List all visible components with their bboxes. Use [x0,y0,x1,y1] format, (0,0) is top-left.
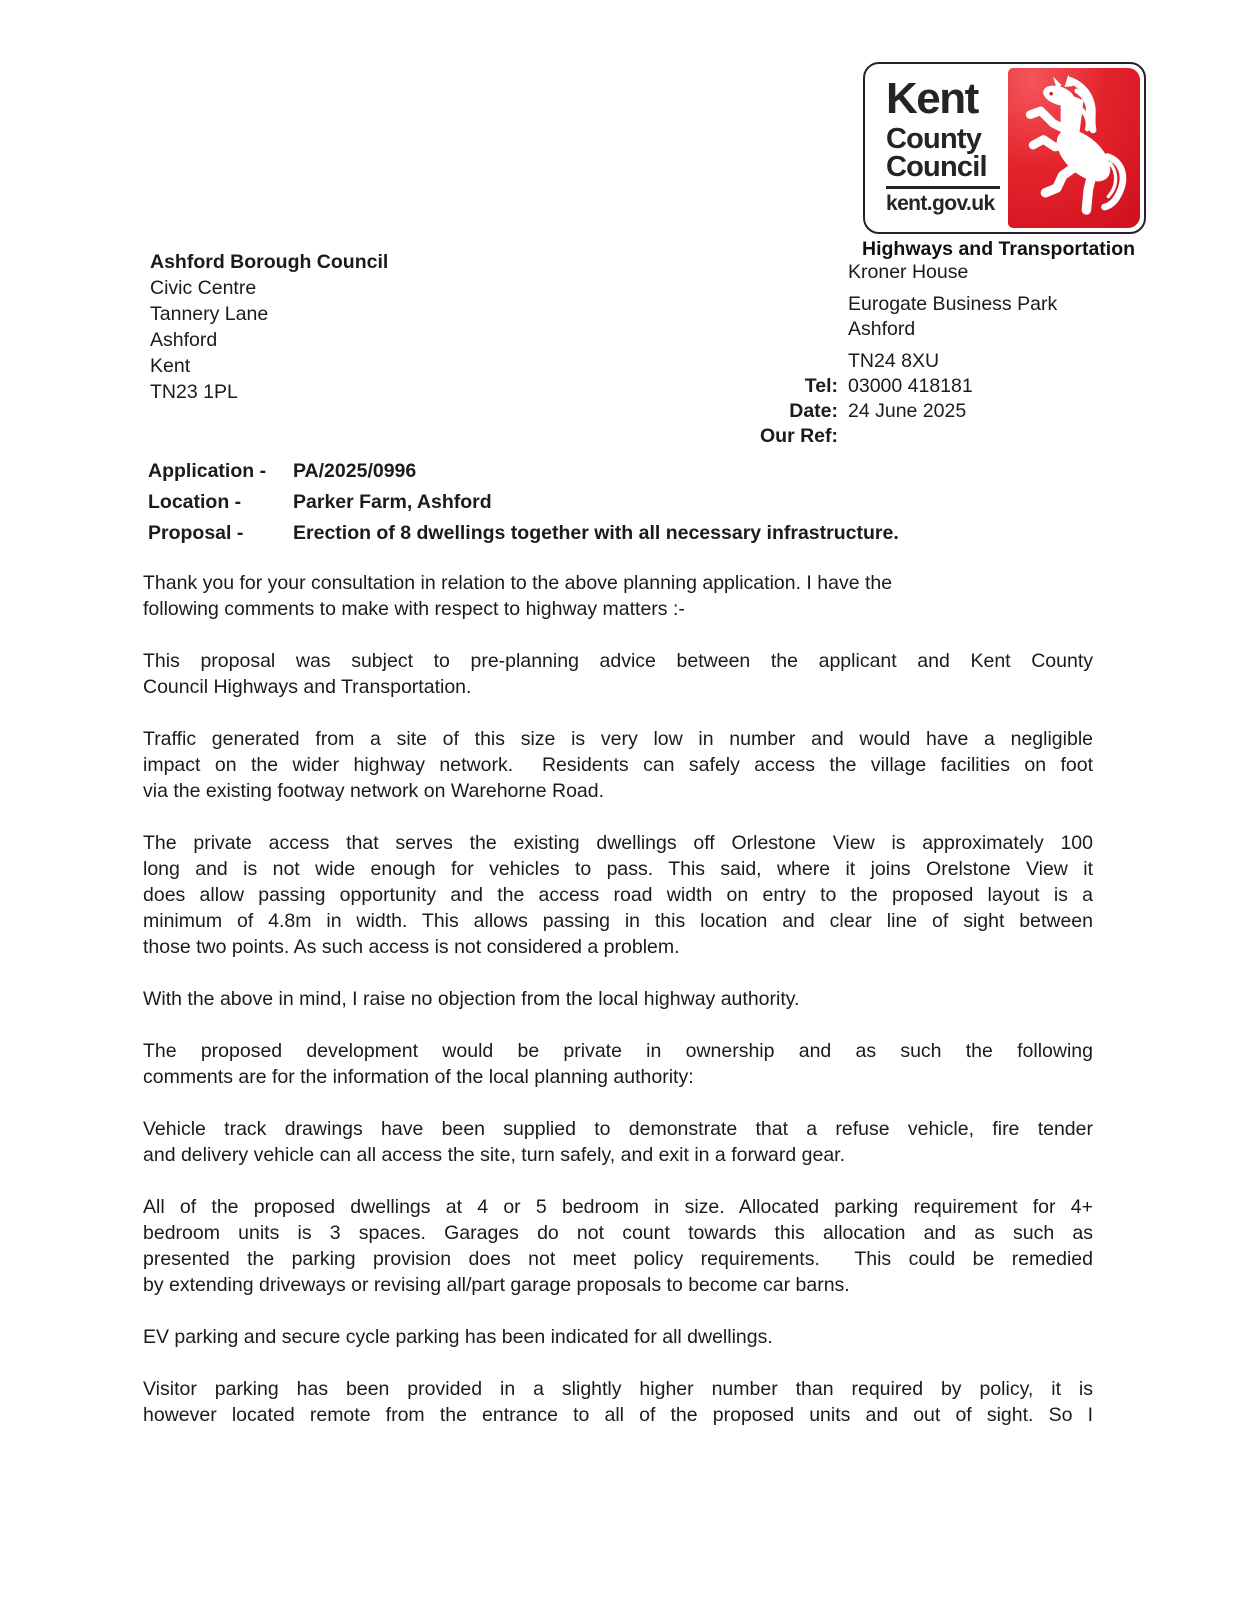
sender-row-label: Our Ref: [760,425,838,447]
sender-address-row [738,260,1178,285]
body-paragraph [143,1116,1093,1168]
paragraph-line: This proposal was subject to pre-planning advice between the applicant and Kent County [143,650,1093,672]
application-row-label: Proposal - [148,522,244,544]
body-paragraph [143,1376,1093,1428]
body-paragraph [143,1324,1093,1350]
sender-row-label [738,349,838,374]
paragraph-line: Traffic generated from a site of this size is very low in number and would have a negligible [143,728,1093,750]
sender-row-value: Ashford [848,318,916,340]
logo-word-council: Council [886,151,987,183]
paragraph-line: presented the parking provision does not meet policy requirements. This could be remedied [143,1248,1093,1270]
application-row-label: Location - [148,491,242,513]
letter-body [143,570,1093,1454]
paragraph-line: The proposed development would be private in ownership and as such the following [143,1040,1093,1062]
recipient-address-line: Ashford [150,329,218,351]
paragraph-line: does allow passing opportunity and the access road width on entry to the proposed layout is a [143,884,1093,906]
sender-address-row [738,292,1178,317]
horse-eye [1049,92,1052,95]
body-paragraph [143,570,1093,622]
paragraph-line: With the above in mind, I raise no objection from the local highway authority. [143,988,800,1010]
paragraph-line: those two points. As such access is not considered a problem. [143,936,680,958]
sender-row-value: 24 June 2025 [848,400,967,422]
paragraph-line: The private access that serves the existing dwellings off Orlestone View is approximately 100 [143,832,1093,854]
paragraph-line: bedroom units is 3 spaces. Garages do not count towards this allocation and as such as [143,1222,1093,1244]
department-heading: Highways and Transportation [862,238,1136,260]
logo-word-kent: Kent [886,74,978,123]
paragraph-line: following comments to make with respect to highway matters :- [143,598,685,620]
sender-address-row [738,424,1178,449]
kent-county-council-logo [863,62,1146,234]
body-paragraph [143,986,1093,1012]
body-paragraph [143,648,1093,700]
paragraph-line: however located remote from the entrance to all of the proposed units and out of sight. So I [143,1404,1093,1426]
sender-row-value: Kroner House [848,261,969,283]
sender-address-row [738,349,1178,374]
paragraph-line: Visitor parking has been provided in a slightly higher number than required by policy, it is [143,1378,1093,1400]
application-row-label: Application - [148,460,267,482]
recipient-address-line: Kent [150,355,191,377]
recipient-address-line: TN23 1PL [150,381,238,403]
sender-row-value: 03000 418181 [848,375,973,397]
body-paragraph [143,1038,1093,1090]
paragraph-line: long and is not wide enough for vehicles to pass. This said, where it joins Orelstone View it [143,858,1093,880]
paragraph-line: EV parking and secure cycle parking has been indicated for all dwellings. [143,1326,773,1348]
rearing-horse-graphic [1008,68,1140,228]
sender-row-label [738,292,838,317]
invicta-horse-icon [1008,68,1140,228]
sender-address-row [738,374,1178,399]
sender-row-label [738,260,838,285]
logo-word-county: County [886,123,982,155]
sender-address-row [738,399,1178,424]
application-row-value: Erection of 8 dwellings together with all necessary infrastructure. [293,522,899,544]
paragraph-line: by extending driveways or revising all/part garage proposals to become car barns. [143,1274,850,1296]
body-paragraph [143,1194,1093,1298]
recipient-address-line: Civic Centre [150,277,257,299]
application-details-block [148,456,899,549]
application-row [148,518,899,549]
recipient-name: Ashford Borough Council [150,251,389,273]
body-paragraph [143,726,1093,804]
paragraph-line: minimum of 4.8m in width. This allows passing in this location and clear line of sight between [143,910,1093,932]
paragraph-line: comments are for the information of the local planning authority: [143,1066,694,1088]
sender-row-value: TN24 8XU [848,350,940,372]
sender-row-label [738,317,838,342]
paragraph-line: and delivery vehicle can all access the site, turn safely, and exit in a forward gear. [143,1144,846,1166]
logo-text-panel [865,64,1008,232]
sender-row-value: Eurogate Business Park [848,293,1058,315]
paragraph-line: Thank you for your consultation in relation to the above planning application. I have the [143,572,893,594]
paragraph-line: All of the proposed dwellings at 4 or 5 bedroom in size. Allocated parking requirement for 4+ [143,1196,1093,1218]
sender-row-label: Tel: [804,375,838,397]
paragraph-line: Council Highways and Transportation. [143,676,472,698]
logo-website: kent.gov.uk [886,192,995,215]
sender-address-row [738,317,1178,342]
application-row [148,456,899,487]
recipient-address-lines [150,275,388,405]
recipient-address-line: Tannery Lane [150,303,269,325]
logo-underline [886,186,1000,189]
sender-address-block [738,260,1178,449]
application-row-value: Parker Farm, Ashford [293,491,492,513]
recipient-address-block [150,249,388,405]
sender-row-label: Date: [789,400,838,422]
application-row-value: PA/2025/0996 [293,460,417,482]
paragraph-line: via the existing footway network on Warehorne Road. [143,780,605,802]
paragraph-line: Vehicle track drawings have been supplied to demonstrate that a refuse vehicle, fire tender [143,1118,1093,1140]
paragraph-line: impact on the wider highway network. Residents can safely access the village facilities on foot [143,754,1093,776]
application-row [148,487,899,518]
body-paragraph [143,830,1093,960]
